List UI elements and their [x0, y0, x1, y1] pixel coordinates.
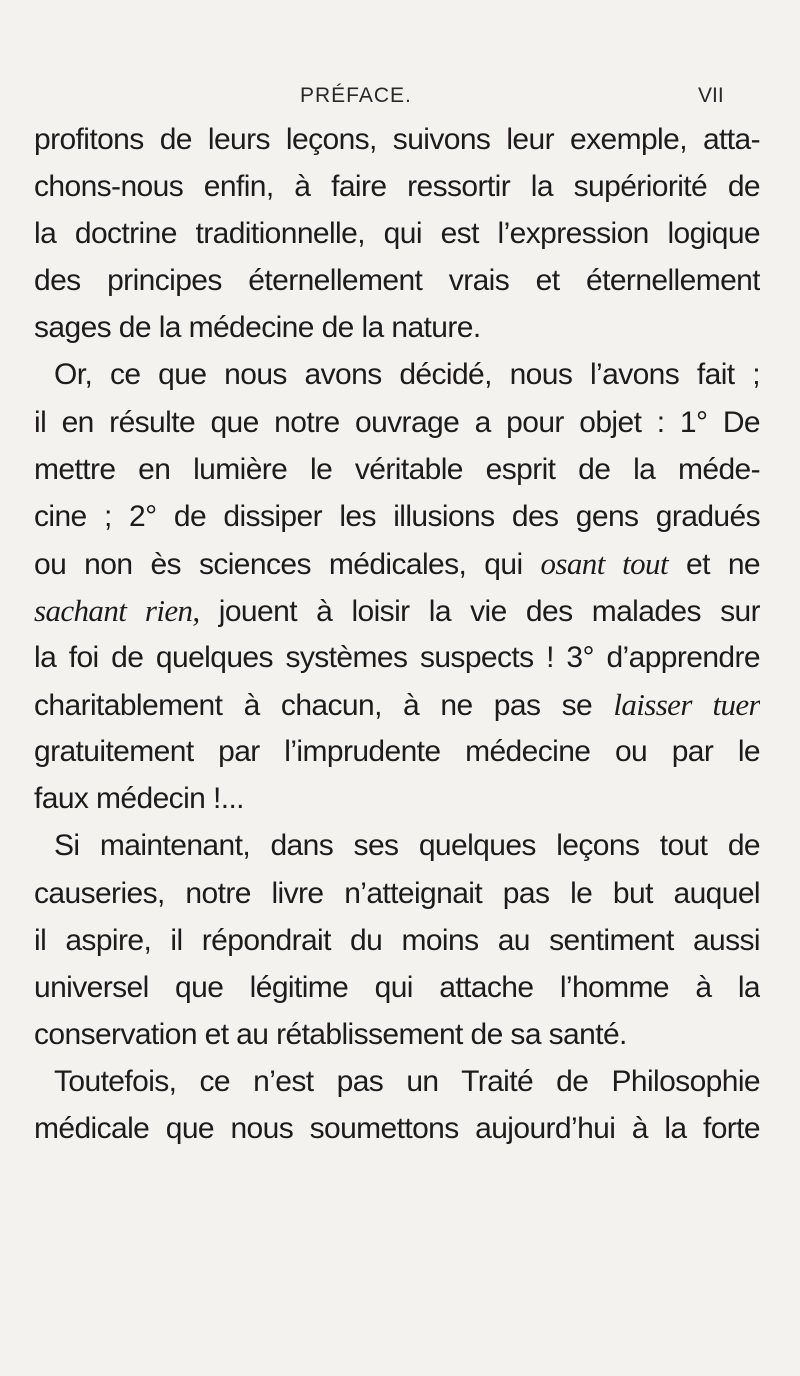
text-line	[34, 446, 760, 493]
text-line	[34, 210, 760, 257]
text-line	[34, 116, 760, 163]
text-run: profitons de leurs leçons, suivons leur exemple, atta-	[34, 123, 760, 156]
italic-phrase: osant tout	[540, 545, 668, 581]
page-number: VII	[698, 84, 724, 107]
running-header	[0, 84, 800, 114]
text-line	[34, 775, 760, 822]
text-run: mettre en lumière le véritable esprit de la méde-	[34, 452, 760, 486]
text-run: médicale que nous soumettons aujourd’hui à la forte	[34, 1111, 760, 1145]
text-run: sages de la médecine de la nature.	[34, 311, 481, 345]
text-run: gratuitement par l’imprudente médecine ou par le	[34, 735, 760, 769]
text-run: des principes éternellement vrais et éternellement	[34, 264, 760, 298]
text-run: la doctrine traditionnelle, qui est l’expression logique	[34, 217, 760, 251]
text-run: ou non ès sciences médicales, qui	[34, 547, 541, 581]
text-line	[34, 163, 760, 210]
body-text	[34, 116, 760, 1152]
text-run: cine ; 2° de dissiper les illusions des gens gradués	[34, 499, 760, 533]
text-line	[34, 1058, 760, 1105]
text-run: et ne	[667, 547, 760, 581]
text-run: universel que légitime qui attache l’homme à la	[34, 970, 760, 1004]
text-line	[34, 257, 760, 304]
text-line	[34, 822, 760, 869]
text-line	[34, 493, 760, 540]
text-line	[34, 587, 760, 634]
text-run: la foi de quelques systèmes suspects ! 3° d’apprendre	[34, 641, 760, 675]
text-line	[34, 1011, 760, 1058]
text-run: jouent à loisir la vie des malades sur	[199, 594, 760, 628]
text-line	[34, 304, 760, 351]
italic-phrase: sachant rien,	[34, 592, 200, 628]
text-run: il aspire, il répondrait du moins au sentiment aussi	[34, 923, 760, 957]
text-line	[34, 540, 760, 587]
text-line	[34, 728, 760, 775]
text-line	[34, 351, 760, 398]
text-run: chons-nous enfin, à faire ressortir la supériorité de	[34, 170, 760, 204]
text-run: Toutefois, ce n’est pas un Traité de Philosophie	[54, 1064, 760, 1098]
italic-phrase: laisser tuer	[613, 687, 760, 723]
text-line	[34, 917, 760, 964]
text-line	[34, 1105, 760, 1152]
running-header-title: PRÉFACE.	[300, 84, 412, 107]
text-run: causeries, notre livre n’atteignait pas le but auquel	[34, 876, 760, 910]
text-line	[34, 964, 760, 1011]
text-run: conservation et au rétablissement de sa santé.	[34, 1017, 627, 1051]
text-line	[34, 870, 760, 917]
text-line	[34, 634, 760, 681]
text-run: charitablement à chacun, à ne pas se	[34, 689, 614, 723]
text-run: faux médecin !...	[34, 782, 244, 816]
text-line	[34, 681, 760, 728]
text-run: Si maintenant, dans ses quelques leçons tout de	[54, 829, 760, 863]
text-line	[34, 399, 760, 446]
text-run: Or, ce que nous avons décidé, nous l’avons fait ;	[54, 358, 760, 392]
text-run: il en résulte que notre ouvrage a pour objet : 1° De	[34, 405, 760, 439]
